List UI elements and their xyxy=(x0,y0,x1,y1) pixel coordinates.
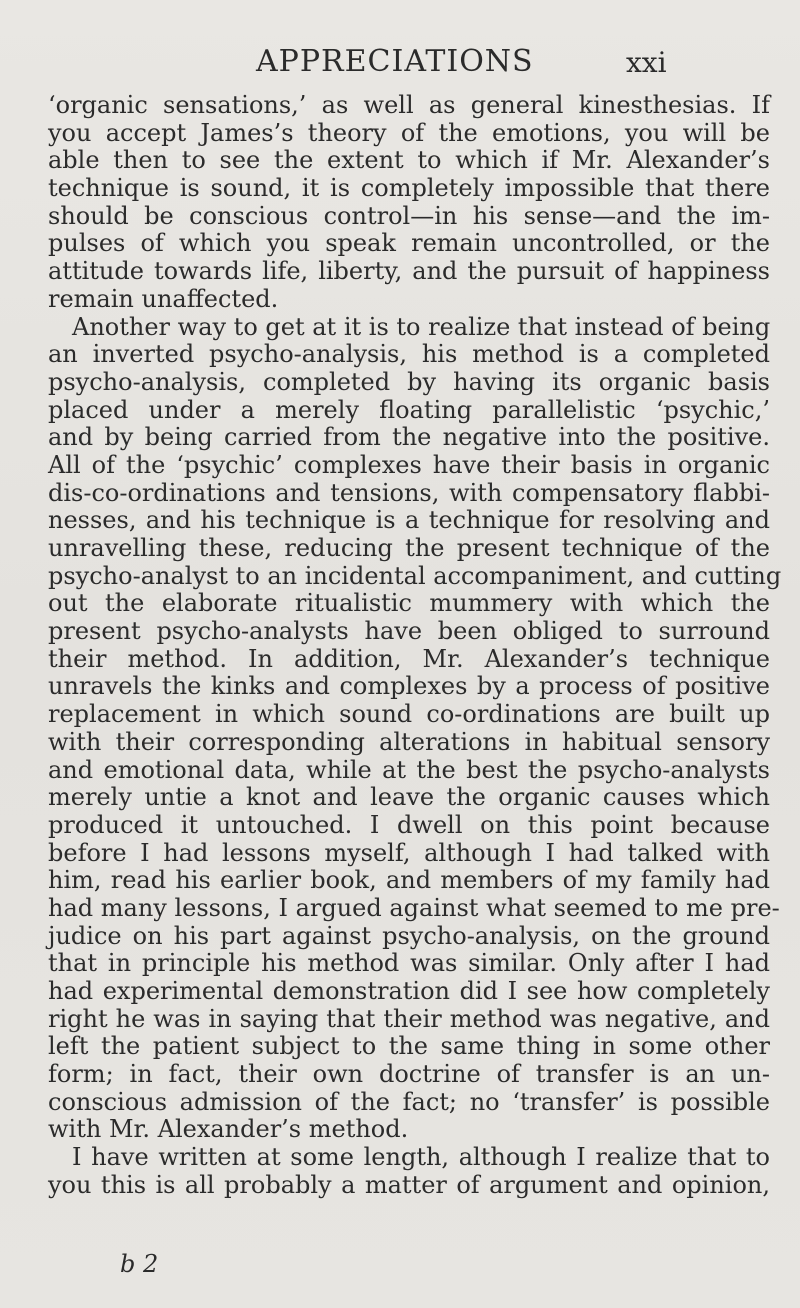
text-line: I have written at some length, although I realize that to xyxy=(72,1143,770,1172)
text-line: able then to see the extent to which if Mr. Alexander’s xyxy=(48,146,770,175)
text-line: judice on his part against psycho-analysis, on the ground xyxy=(48,921,770,950)
text-line: present psycho-analysts have been obliged to surround xyxy=(48,617,770,646)
text-line: had many lessons, I argued against what seemed to me pre- xyxy=(48,893,780,922)
text-line: before I had lessons myself, although I had talked with xyxy=(48,838,770,867)
text-line: their method. In addition, Mr. Alexander’s technique xyxy=(48,644,770,673)
text-line: with their corresponding alterations in habitual sensory xyxy=(48,727,770,756)
text-line: dis-co-ordinations and tensions, with compensatory flabbi- xyxy=(48,478,770,507)
paragraph xyxy=(48,312,782,1145)
text-line: should be conscious control—in his sense—and the im- xyxy=(48,201,770,230)
text-line: you this is all probably a matter of argument and opinion, xyxy=(48,1170,770,1199)
text-line: Another way to get at it is to realize that instead of being xyxy=(72,312,771,341)
paragraph xyxy=(48,1144,770,1199)
body-text xyxy=(48,91,782,1200)
text-line: had experimental demonstration did I see how completely xyxy=(48,977,770,1005)
text-line: technique is sound, it is completely impossible that there xyxy=(48,174,770,203)
text-line: replacement in which sound co-ordinations are built up xyxy=(48,700,770,729)
page-number: xxi xyxy=(626,46,667,79)
text-line: an inverted psycho-analysis, his method is a completed xyxy=(48,340,770,369)
paragraph xyxy=(48,92,770,314)
text-line: attitude towards life, liberty, and the pursuit of happiness xyxy=(48,257,770,286)
text-line: placed under a merely floating parallelistic ‘psychic,’ xyxy=(48,395,770,424)
text-line: merely untie a knot and leave the organic causes which xyxy=(48,783,770,812)
text-line: All of the ‘psychic’ complexes have their basis in organic xyxy=(48,450,770,479)
text-line: out the elaborate ritualistic mummery with which the xyxy=(48,589,770,618)
signature-mark: b 2 xyxy=(120,1250,159,1278)
text-line: ‘organic sensations,’ as well as general kinesthesias. If xyxy=(48,91,770,119)
text-line: that in principle his method was similar. Only after I had xyxy=(48,949,770,978)
text-line: unravels the kinks and complexes by a process of positive xyxy=(48,672,770,701)
text-line: and by being carried from the negative into the positive. xyxy=(48,423,770,452)
text-line: nesses, and his technique is a technique for resolving and xyxy=(48,506,770,535)
text-line: with Mr. Alexander’s method. xyxy=(48,1115,409,1144)
text-line: psycho-analysis, completed by having its organic basis xyxy=(48,367,770,396)
text-line: you accept James’s theory of the emotions, you will be xyxy=(48,118,770,147)
running-head xyxy=(0,44,800,84)
text-line: psycho-analyst to an incidental accompaniment, and cutting xyxy=(48,561,782,590)
text-line: left the patient subject to the same thing in some other xyxy=(48,1032,770,1061)
text-line: produced it untouched. I dwell on this point because xyxy=(48,810,770,839)
text-line: form; in fact, their own doctrine of transfer is an un- xyxy=(48,1060,770,1089)
text-line: him, read his earlier book, and members of my family had xyxy=(48,866,770,895)
text-line: pulses of which you speak remain uncontrolled, or the xyxy=(48,229,770,258)
text-line: unravelling these, reducing the present technique of the xyxy=(48,534,770,562)
text-line: remain unaffected. xyxy=(48,284,279,313)
text-line: and emotional data, while at the best the psycho-analysts xyxy=(48,755,770,784)
running-title: APPRECIATIONS xyxy=(256,44,534,79)
text-line: conscious admission of the fact; no ‘transfer’ is possible xyxy=(48,1087,770,1116)
text-line: right he was in saying that their method was negative, and xyxy=(48,1004,770,1033)
